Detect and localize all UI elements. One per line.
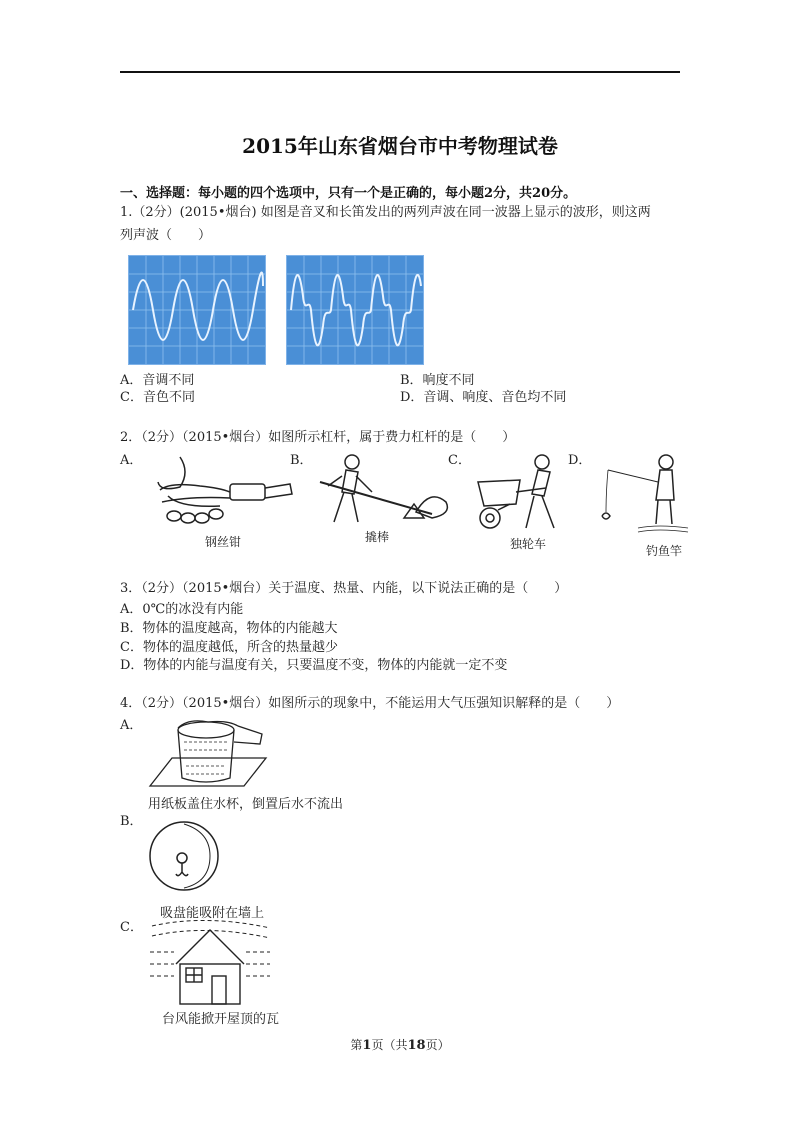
q4-option-b-label: B． [120,814,143,829]
q1-option-d: D．音调、响度、音色均不同 [400,390,567,405]
q4-option-a-label: A． [120,718,143,733]
footer-page-number: 1 [362,1038,372,1053]
q2-option-b-label: B． [290,453,313,468]
q3-stem: 3．（2分）（2015•烟台）关于温度、热量、内能，以下说法正确的是（ ） [120,581,568,596]
page-title: 2015年山东省烟台市中考物理试卷 [242,134,558,158]
footer-total-pages: 18 [407,1038,426,1053]
q4-caption-a: 用纸板盖住水杯，倒置后水不流出 [148,797,344,812]
suction-cup-illustration [148,812,220,900]
pliers-illustration [150,452,295,532]
q2-option-d-label: D． [568,453,592,468]
crowbar-illustration [312,452,452,528]
q2-option-a-label: A． [120,453,143,468]
q3-option-d: D．物体的内能与温度有关，只要温度不变，物体的内能就一定不变 [120,658,508,673]
q1-stem-line1: 1.（2分）(2015•烟台) 如图是音叉和长笛发出的两列声波在同一波器上显示的波形，则这两 [120,205,651,220]
page-footer [0,1036,800,1053]
wheelbarrow-illustration [470,452,585,534]
q3-option-b: B．物体的温度越高，物体的内能越大 [120,621,338,636]
q2-caption-a: 钢丝钳 [205,535,242,549]
q1-option-b: B．响度不同 [400,373,475,388]
q1-option-a: A．音调不同 [120,373,195,388]
q4-caption-c: 台风能掀开屋顶的瓦 [162,1012,280,1027]
fishing-rod-illustration [598,452,700,542]
typhoon-house-illustration [146,918,274,1008]
tuning-fork-waveform [129,256,265,364]
q2-caption-b: 撬棒 [365,530,390,544]
water-cup-illustration [148,716,268,788]
footer-mid: 页（共 [371,1038,408,1052]
q1-option-c: C．音色不同 [120,390,195,405]
oscilloscope-tuning-fork [128,255,266,365]
q3-option-a: A．0℃的冰没有内能 [120,602,244,617]
q4-stem: 4．（2分）（2015•烟台）如图所示的现象中，不能运用大气压强知识解释的是（ ） [120,696,620,711]
q2-stem: 2．（2分）（2015•烟台）如图所示杠杆，属于费力杠杆的是（ ） [120,430,516,445]
q3-option-c: C．物体的温度越低，所含的热量越少 [120,640,338,655]
q1-stem-line2: 列声波（ ） [120,228,212,243]
section-heading: 一、选择题：每小题的四个选项中，只有一个是正确的，每小题2分，共20分。 [120,186,577,201]
q2-caption-c: 独轮车 [510,537,547,551]
footer-suffix: 页） [425,1038,450,1052]
flute-waveform [287,256,423,364]
q2-option-c-label: C． [448,453,471,468]
q2-caption-d: 钓鱼竿 [646,544,683,558]
oscilloscope-flute [286,255,424,365]
q4-option-c-label: C． [120,920,143,935]
top-rule [120,71,680,73]
q4-caption-b: 吸盘能吸附在墙上 [160,906,265,921]
footer-prefix: 第 [350,1038,363,1052]
